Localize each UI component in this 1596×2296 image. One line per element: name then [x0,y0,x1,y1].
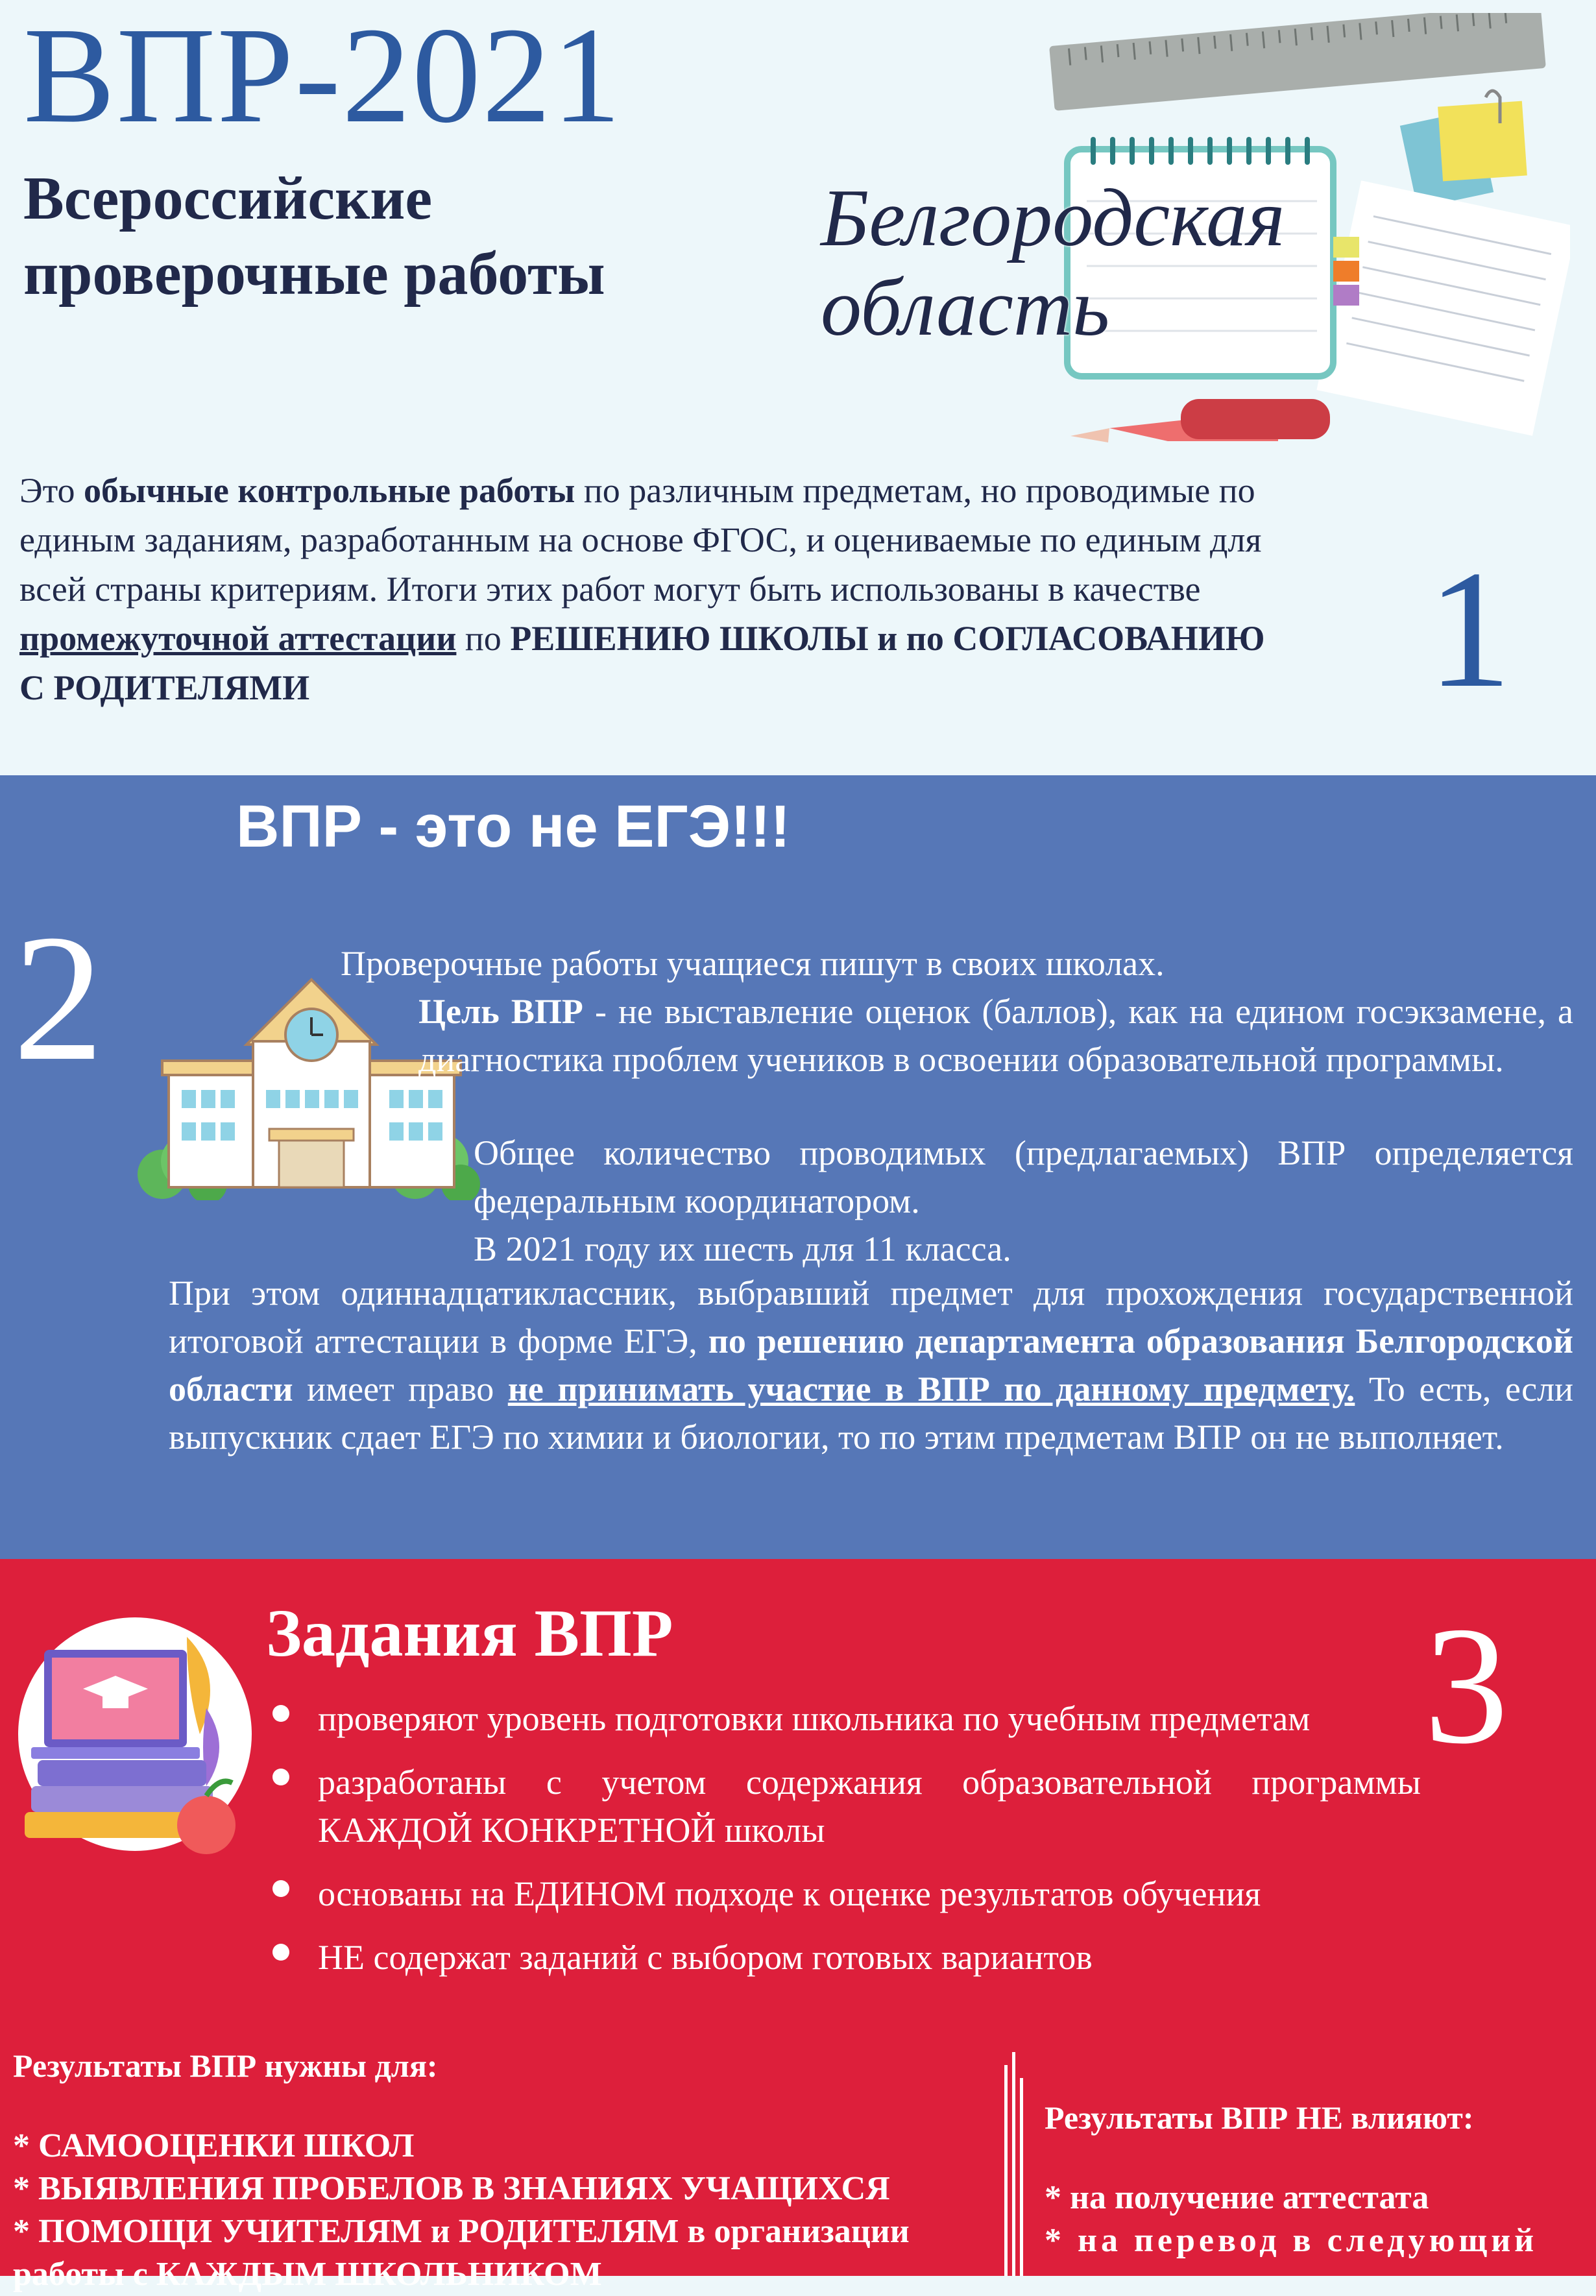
sticky-note-yellow [1438,101,1527,182]
divider-line [1012,2052,1015,2276]
list-item: НЕ содержат заданий с выбором готовых вариантов [266,1933,1421,1981]
year-text: В 2021 году их шесть для 11 класса. [474,1229,1011,1268]
divider-line [1004,2065,1008,2276]
results-list [13,2125,999,2296]
bullet-icon [272,1944,289,1961]
section-tasks [0,1559,1596,2293]
section2-line1: Проверочные работы учащиеся пишут в своих школах. [341,944,1165,983]
list-item: проверяют уровень подготовки школьника по учебным предметам [266,1695,1421,1743]
text-run: При этом одиннадцатиклассник, выбравший предмет для прохождения государственной итоговой аттестации в форме ЕГЭ, [169,1274,1573,1360]
text-run: промежуточной аттестации [19,619,457,658]
goal-text: - не выставление оценок (баллов), как на едином госэкзамене, а диагностика проблем учеников в освоении образовательной программы. [418,992,1574,1079]
no-effect-list [1045,2177,1583,2262]
section-number-2: 2 [13,897,104,1098]
page-subtitle: Всероссийские проверочные работы [23,165,605,308]
list-item: * ПОМОЩИ УЧИТЕЛЯМ и РОДИТЕЛЯМ в организации работы с КАЖДЫМ ШКОЛЬНИКОМ [13,2213,910,2293]
text-run: РЕШЕНИЮ ШКОЛЫ и по СОГЛАСОВАНИЮ С РОДИТЕЛЯМИ [19,619,1265,707]
list-item: * на получение аттестата [1045,2179,1429,2216]
section2-paragraph [169,1269,1573,1461]
section3-heading: Задания ВПР [266,1596,673,1671]
goal-label: Цель ВПР [418,992,583,1031]
section-number-3: 3 [1424,1592,1508,1779]
laptop-books-icon [12,1611,258,1857]
list-item: * САМООЦЕНКИ ШКОЛ [13,2127,415,2164]
bullet-icon [272,1880,289,1897]
tasks-list [266,1695,1421,1997]
intro-paragraph [19,466,1265,712]
text-run: То есть, если выпускник сдает ЕГЭ по химии и биологии, то по этим предметам ВПР он не выполняет. [169,1370,1573,1456]
divider-line [1020,2078,1023,2276]
section2-count [474,1129,1573,1273]
text-run: обычные контрольные работы [84,471,575,510]
list-item: * ВЫЯВЛЕНИЯ ПРОБЕЛОВ В ЗНАНИЯХ УЧАЩИХСЯ [13,2170,890,2207]
text-run: имеет право [293,1370,508,1408]
no-effect-heading: Результаты ВПР НЕ влияют: [1045,2099,1474,2136]
list-item: основаны на ЕДИНОМ подходе к оценке результатов обучения [266,1870,1421,1918]
page-title: ВПР-2021 [23,0,623,151]
section2-heading: ВПР - это не ЕГЭ!!! [236,793,791,860]
text-run: Это [19,471,84,510]
list-item: разработаны с учетом содержания образовательной программы КАЖДОЙ КОНКРЕТНОЙ школы [266,1758,1421,1854]
text-run: по решению департамента образования Белгородской области [169,1322,1574,1408]
text-run: по различным предметам, но проводимые по единым заданиям, разработанным на основе ФГОС, и оцениваемые по единым для всей страны критериям. Итоги этих работ могут быть использованы в качестве [19,471,1262,609]
list-item: * на перевод в следующий [1045,2222,1538,2259]
text-run: не принимать участие в ВПР по данному предмету. [507,1370,1355,1408]
bullet-icon [272,1769,289,1785]
bullet-icon [272,1705,289,1722]
region-line-1: Белгородская [821,173,1285,263]
text-run: по [456,619,511,658]
region-name [821,174,1405,353]
count-text: Общее количество проводимых (предлагаемых) ВПР определяется федеральным координатором. [474,1133,1573,1220]
section-not-ege [0,775,1596,1559]
section-number-1: 1 [1427,536,1512,723]
region-line-2: область [821,263,1110,353]
section-intro [0,0,1596,775]
results-heading: Результаты ВПР нужны для: [13,2048,438,2084]
section2-goal [418,987,1573,1083]
ruler-shape [1049,13,1546,111]
